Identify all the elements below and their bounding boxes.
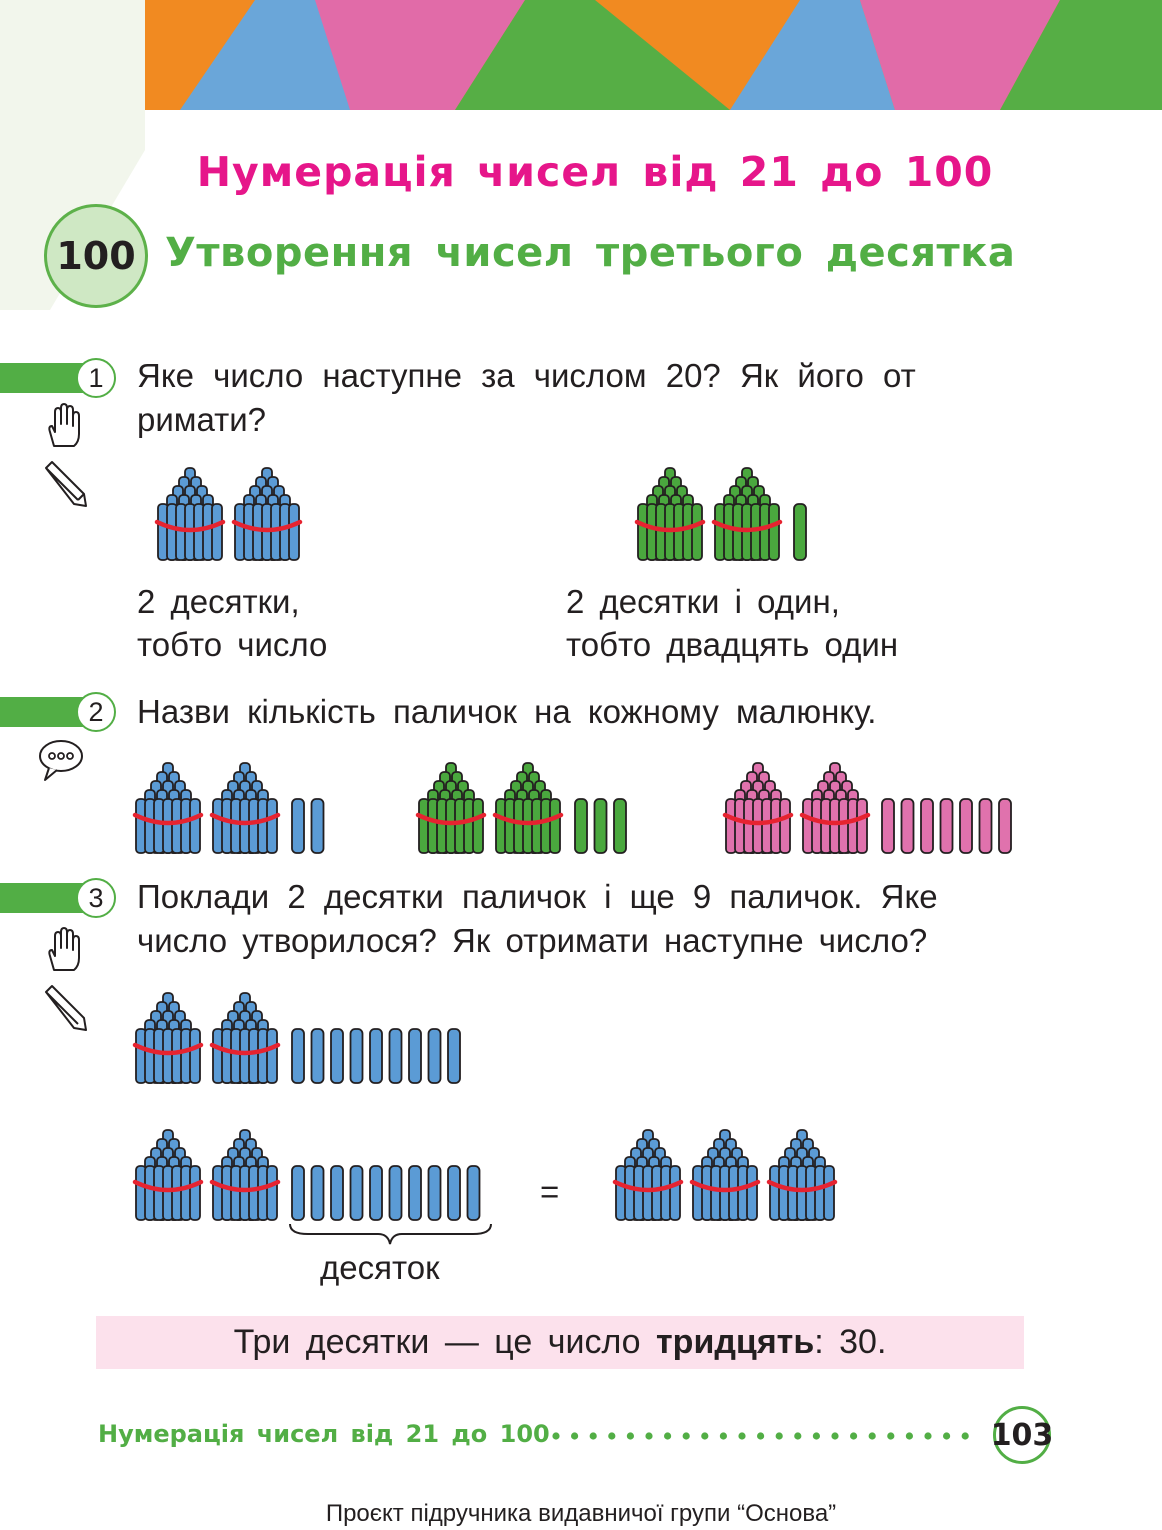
rule-text-after: : 30. <box>814 1323 887 1361</box>
single-stick <box>614 799 626 853</box>
single-stick <box>429 1166 441 1220</box>
single-stick <box>468 1166 480 1220</box>
task-3-text-line-2: число утворилося? Як отримати наступне число? <box>137 922 928 959</box>
single-stick <box>351 1029 363 1083</box>
rule-box <box>96 1316 1024 1369</box>
stick-bundle <box>212 993 278 1083</box>
single-stick <box>312 799 324 853</box>
rule-text-before: Три десятки — це число <box>233 1323 657 1361</box>
single-stick <box>409 1166 421 1220</box>
stick-bundle <box>418 763 484 853</box>
stick-bundle <box>769 1130 835 1220</box>
task-1-caption-right-line-2: тобто двадцять один <box>566 626 899 663</box>
single-stick <box>980 799 992 853</box>
single-stick <box>370 1166 382 1220</box>
single-stick <box>331 1166 343 1220</box>
single-stick <box>331 1029 343 1083</box>
stick-bundle <box>212 1130 278 1220</box>
task-2-sticks-picture-a <box>128 755 348 860</box>
task-3-sticks-picture-b <box>128 1122 498 1227</box>
footer-dots <box>550 1428 980 1444</box>
project-note: Проєкт підручника видавничої групи “Основа” <box>325 1500 837 1527</box>
single-stick <box>429 1029 441 1083</box>
single-stick <box>390 1029 402 1083</box>
single-stick <box>902 799 914 853</box>
lesson-title: Утворення чисел третього десятка <box>165 230 1016 276</box>
task-3-number: 3 <box>76 878 116 918</box>
task-2-number: 2 <box>76 692 116 732</box>
task-2-sticks-picture-b <box>411 755 651 860</box>
single-stick <box>409 1029 421 1083</box>
task-1-number: 1 <box>76 358 116 398</box>
stick-bundle <box>725 763 791 853</box>
stick-bundle <box>495 763 561 853</box>
single-stick <box>941 799 953 853</box>
footer-title: Нумерація чисел від 21 до 100 <box>98 1420 550 1448</box>
stick-bundle <box>714 468 780 560</box>
task-3-text-line-1: Поклади 2 десятки паличок і ще 9 паличок. Яке <box>137 878 938 915</box>
pencil-icon <box>40 460 88 508</box>
page-number-badge: 103 <box>993 1406 1051 1464</box>
task-1-caption-left-line-2: тобто число <box>137 626 328 663</box>
stick-bundle <box>637 468 703 560</box>
single-stick <box>575 799 587 853</box>
single-stick <box>882 799 894 853</box>
stick-bundle <box>234 468 300 560</box>
stick-bundle <box>212 763 278 853</box>
decorative-banner <box>0 0 1162 110</box>
stick-bundle <box>615 1130 681 1220</box>
stick-bundle <box>802 763 868 853</box>
task-1-caption-left-line-1: 2 десятки, <box>137 583 300 620</box>
single-stick <box>390 1166 402 1220</box>
task-3-sticks-picture-a <box>128 985 478 1090</box>
single-stick <box>999 799 1011 853</box>
task-1-sticks-picture-a <box>150 460 330 570</box>
task-1-caption-right-line-1: 2 десятки і один, <box>566 583 840 620</box>
single-stick <box>370 1029 382 1083</box>
stick-bundle <box>135 993 201 1083</box>
single-stick <box>448 1166 460 1220</box>
single-stick <box>595 799 607 853</box>
lesson-number-badge: 100 <box>44 204 148 308</box>
hand-icon <box>40 402 88 450</box>
single-stick <box>292 799 304 853</box>
task-2-sticks-picture-c <box>718 755 1038 860</box>
task-2-text: Назви кількість паличок на кожному малюнку. <box>137 693 877 730</box>
single-stick <box>351 1166 363 1220</box>
stick-bundle <box>157 468 223 560</box>
stick-bundle <box>135 1130 201 1220</box>
single-stick <box>312 1029 324 1083</box>
stick-bundle <box>135 763 201 853</box>
single-stick <box>960 799 972 853</box>
speech-bubble-icon <box>37 736 85 784</box>
single-stick <box>292 1029 304 1083</box>
task-3-brace <box>288 1222 493 1246</box>
task-3-sticks-picture-c <box>608 1122 858 1227</box>
task-3-brace-label: десяток <box>320 1249 440 1286</box>
single-stick <box>448 1029 460 1083</box>
stick-bundle <box>692 1130 758 1220</box>
rule-text-bold: тридцять <box>656 1323 815 1361</box>
single-stick <box>794 504 806 560</box>
section-title: Нумерація чисел від 21 до 100 <box>196 148 994 196</box>
single-stick <box>921 799 933 853</box>
hand-icon <box>40 926 88 974</box>
single-stick <box>292 1166 304 1220</box>
task-1-text-line-1: Яке число наступне за числом 20? Як його от <box>137 357 916 394</box>
task-3-equals-sign: = <box>540 1173 560 1210</box>
task-1-text-line-2: римати? <box>137 401 267 438</box>
task-1-sticks-picture-b <box>630 460 830 570</box>
pencil-icon <box>40 984 88 1032</box>
single-stick <box>312 1166 324 1220</box>
